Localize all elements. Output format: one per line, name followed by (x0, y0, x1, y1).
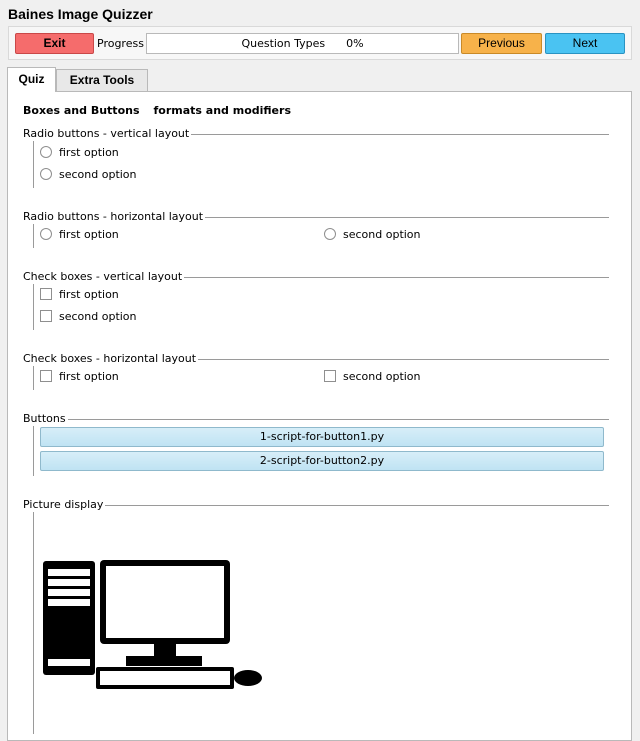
exit-button[interactable]: Exit (15, 33, 94, 54)
progress-text: Question Types 0% (241, 37, 364, 50)
tab-extra-tools[interactable]: Extra Tools (56, 69, 148, 91)
radio-horizontal-second-label: second option (343, 228, 421, 241)
check-horizontal-first[interactable] (40, 370, 52, 382)
group-border (33, 366, 34, 390)
check-vertical-first[interactable] (40, 288, 52, 300)
section-heading (23, 104, 305, 117)
progress-label: Progress (97, 37, 144, 50)
check-horizontal-title: Check boxes - horizontal layout (23, 352, 197, 365)
buttons-title: Buttons (23, 412, 66, 425)
check-vertical-second-label: second option (59, 310, 137, 323)
check-horizontal-second-label: second option (343, 370, 421, 383)
check-vertical-second[interactable] (40, 310, 52, 322)
section-heading-subtitle: formats and modifiers (153, 104, 291, 117)
group-border (33, 512, 34, 734)
radio-horizontal-title: Radio buttons - horizontal layout (23, 210, 204, 223)
radio-vertical-second-label: second option (59, 168, 137, 181)
check-vertical-first-label: first option (59, 288, 119, 301)
previous-button[interactable]: Previous (461, 33, 542, 54)
desktop-computer-icon (42, 558, 264, 690)
app-title: Baines Image Quizzer (8, 6, 153, 22)
script-button-1[interactable]: 1-script-for-button1.py (40, 427, 604, 447)
tab-quiz[interactable]: Quiz (7, 67, 56, 92)
group-border (33, 284, 34, 330)
radio-horizontal-first-label: first option (59, 228, 119, 241)
check-horizontal-second[interactable] (324, 370, 336, 382)
radio-vertical-second[interactable] (40, 168, 52, 180)
group-divider (23, 505, 609, 506)
radio-vertical-title: Radio buttons - vertical layout (23, 127, 190, 140)
section-heading-title: Boxes and Buttons (23, 104, 140, 117)
radio-horizontal-second[interactable] (324, 228, 336, 240)
next-button[interactable]: Next (545, 33, 625, 54)
group-border (33, 224, 34, 248)
picture-title: Picture display (23, 498, 104, 511)
check-vertical-title: Check boxes - vertical layout (23, 270, 183, 283)
radio-horizontal-first[interactable] (40, 228, 52, 240)
radio-vertical-first[interactable] (40, 146, 52, 158)
group-divider (23, 419, 609, 420)
check-horizontal-first-label: first option (59, 370, 119, 383)
group-border (33, 426, 34, 476)
group-border (33, 141, 34, 188)
radio-vertical-first-label: first option (59, 146, 119, 159)
script-button-2[interactable]: 2-script-for-button2.py (40, 451, 604, 471)
